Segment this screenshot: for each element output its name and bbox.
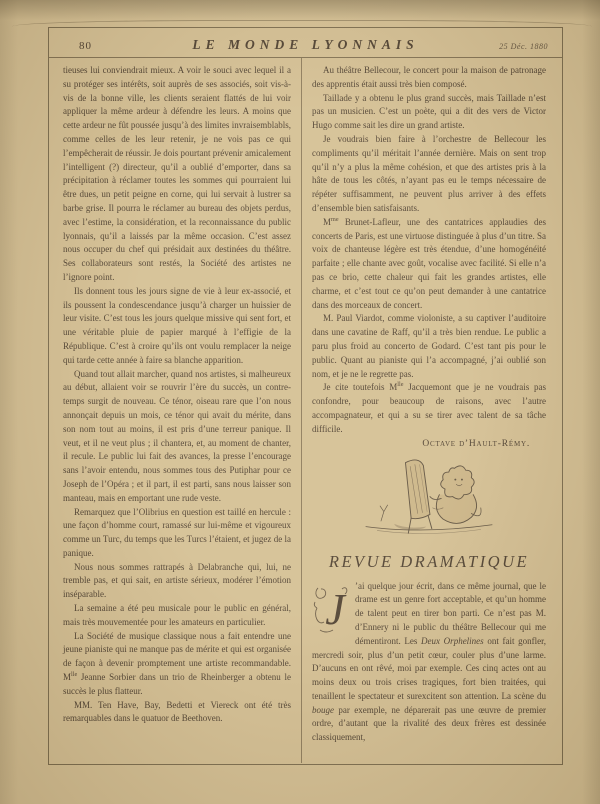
- dropcap-initial: [312, 582, 350, 636]
- paragraph: [312, 64, 546, 92]
- superscript-text: lle: [397, 381, 404, 389]
- superscript-text: lle: [71, 671, 78, 679]
- paragraph: [312, 381, 546, 436]
- author-signature: Octave d’Hault-Rémy.: [422, 438, 530, 449]
- text-segment: Quand tout allait marcher, quand nos artistes, si malheureux au début, allaient voir se rouvrir l’ère du succès, un contre-temps surgit de nouveau. Ce ténor, oiseau rare que l’on nous annonçait depuis un mois, ce ténor qui avait du mérite, dans son nom tout au moins, il est pris d’une terreur panique. Il veut, et il ne veut plus ; il chantera, et, au moment de chanter, il recule. Le public lui fait des avances, la presse l’encourage sans l’avoir entendu, nous sommes tous des Putiphar pour ce Joseph de l’Opéra ; et il part, il est parti, sans nous laisser son manteau, mais en emportant une rude veste.: [63, 368, 291, 503]
- text-segment: par exemple, ne déparerait pas une œuvre de premier ordre, d’autant que la rivalité des deux frères est dessinée classiquement,: [312, 704, 546, 743]
- paragraph: [63, 602, 291, 630]
- text-segment: Ils donnent tous les jours signe de vie à leur ex-associé, et ils poussent la condescendance jusqu’à charger un huissier de leur visite. C’est tous les jours quelque missive qui sent fort, et une véritable pluie de papier marqué à l’effigie de la République. C’est à croire qu’ils ont voulu remplacer la neige qui tarde cette année à faire sa blanche apparition.: [63, 285, 291, 365]
- text-columns: [49, 58, 562, 763]
- text-segment: Au théâtre Bellecour, le concert pour la maison de patronage des apprentis était aussi très bien composé.: [312, 65, 546, 89]
- lion-and-chair-icon: [349, 455, 509, 540]
- vignette-engraving: [349, 455, 509, 540]
- right-column: [302, 58, 562, 763]
- italic-text: Deux Orphelines: [421, 635, 484, 646]
- text-segment: Brunet-Lafleur, une des cantatrices applaudies des concerts de Paris, est une virtuose distinguée à plus d’un titre. Sa voix de chanteuse légère est très étendue, d’une homogénéité parfaite ; elle chante avec goût, vocalise avec facilité. Si elle n’a pas ce brio, cette chaleur qui fait les grandes artistes, elle charme, et c’est tout ce qu’on peut demander à une cantatrice dans des morceaux de concert.: [312, 216, 546, 310]
- right-column-text: [312, 64, 546, 437]
- paragraph: [63, 699, 291, 727]
- paragraph: [63, 368, 291, 506]
- text-segment: Jeanne Sorbier dans un trio de Rheinberger a obtenu le succès le plus flatteur.: [63, 672, 291, 696]
- text-segment: Jacquemont que je ne voudrais pas confondre, pour beaucoup de raisons, avec l’autre accompagnateur, et qui a su se tirer avec talent de sa tâche difficile.: [312, 382, 546, 434]
- paragraph: [312, 312, 546, 381]
- ornamental-initial-icon: [312, 582, 350, 636]
- text-segment: M. Paul Viardot, comme violoniste, a su captiver l’auditoire dans une cavatine de Raff, qu’il a très bien rendue. Le public a paru plus froid au concerto de Godard. C’est tant pis pour le public. Quant au pianiste qui l’a accompagné, j’ai oublié son nom, et je ne le regrette pas.: [312, 313, 546, 379]
- page-frame: [48, 27, 563, 765]
- masthead: [49, 28, 562, 58]
- text-segment: Remarquez que l’Olibrius en question est taillé en hercule : une façon d’homme court, ramassé sur lui-même et vigoureux comme un Turc, du temps que les Turcs l’étaient, et jugez de la panique.: [63, 506, 291, 558]
- text-segment: Je cite toutefois M: [323, 382, 398, 393]
- paragraph: [63, 64, 291, 285]
- text-segment: ’ai quelque jour écrit, dans ce même journal, que le drame est un genre fort acceptable, et qu’un homme de talent peut en tirer bon parti. Ce n’est pas M. d’Ennery ni le public du théâtre Bellecour qui me démentiront. Les: [355, 580, 546, 646]
- section-title: REVUE DRAMATIQUE: [328, 551, 530, 571]
- left-column: [49, 58, 301, 763]
- section-body: [312, 580, 546, 746]
- page-number: 80: [79, 40, 92, 52]
- paragraph: [63, 285, 291, 368]
- journal-title: LE MONDE LYONNAIS: [192, 37, 419, 52]
- paragraph: [312, 92, 546, 133]
- text-segment: Je voudrais bien faire à l’orchestre de Bellecour les compliments qu’il méritait l’année dernière. Mais on sent trop qu’il n’y a plus la même cohésion, et que des artistes pris à la hâte de tous les côtés, n’ayant pas eu le temps nécessaire de répéter suffisamment, ne peuvent plus arriver à des effets d’ensemble bien satisfaisants.: [312, 133, 546, 213]
- text-segment: MM. Ten Have, Bay, Bedetti et Viereck ont été très remarquables dans le quatuor de Beethoven.: [63, 699, 291, 724]
- superscript-text: me: [331, 215, 339, 223]
- paragraph: [312, 133, 546, 216]
- text-segment: Taillade y a obtenu le plus grand succès, mais Taillade n’est pas un musicien. C’est un poète, qui a dit des vers de Victor Hugo comme sait les dire un grand artiste.: [312, 92, 546, 131]
- text-segment: La Société de musique classique nous a fait entendre une jeune pianiste qui ne manque pas de mérite et qui est organisée de façon à devenir promptement une artiste recommandable. M: [63, 630, 291, 683]
- paragraph: [63, 506, 291, 561]
- text-segment: tieuses lui conviendrait mieux. A voir le souci avec lequel il a su protéger ses intérêts, soit auprès de ses associés, soit vis-à-vis de la bonne ville, les clients seraient flattés de lui voir appliquer la même ardeur à défendre les leurs. A moins que cette ardeur ne fût poussée jusqu’à des limites invraisemblabls, comme celles de les leur retenir, je ne vois pas ce qui l’empêcherait de réussir. Je dois pourtant prévenir amicalement l’intelligent (?) directeur, qu’il a oublié d’emporter, dans sa précipitation à réclamer toutes les sommes qui pourraient lui être dues, un petit peigne en corne, qui lui servait à lustrer sa barbe grise. Il pourra le réclamer au bureau des objets perdus, avec l’estime, la considération, et la reconnaissance du public lyonnais, qu’il a laissés par la même occasion. C’est assez nous occuper du chef qui présidait aux destinées du théâtre. Ses collaborateurs sont restés, la Société des artistes ne l’ignore point.: [63, 65, 291, 282]
- paragraph: [63, 630, 291, 699]
- issue-date: 25 Déc. 1880: [499, 42, 548, 51]
- text-segment: ont fait gonfler, mercredi soir, plus d’un petit cœur, couler plus d’une larme. D’aucuns en ont rêvé, moi par exemple. Ces cinq actes ont au moins deux ou trois crises tragiques, fort bien traitées, qui tenaillent le spectateur et surexcitent son attention. La scène du: [312, 635, 546, 701]
- text-segment: La semaine a été peu musicale pour le public en général, mais très mouvementée pour les amateurs en particulier.: [63, 603, 291, 627]
- italic-text: bouge: [312, 704, 334, 715]
- paragraph: [63, 561, 291, 602]
- text-segment: Nous nous sommes rattrapés à Delabranche qui, lui, ne tremble pas, et qui sait, en artiste sérieux, modérer l’émotion inséparable.: [63, 561, 291, 600]
- paragraph: [312, 216, 546, 313]
- svg-text:J: J: [325, 584, 345, 634]
- text-segment: M: [323, 216, 332, 227]
